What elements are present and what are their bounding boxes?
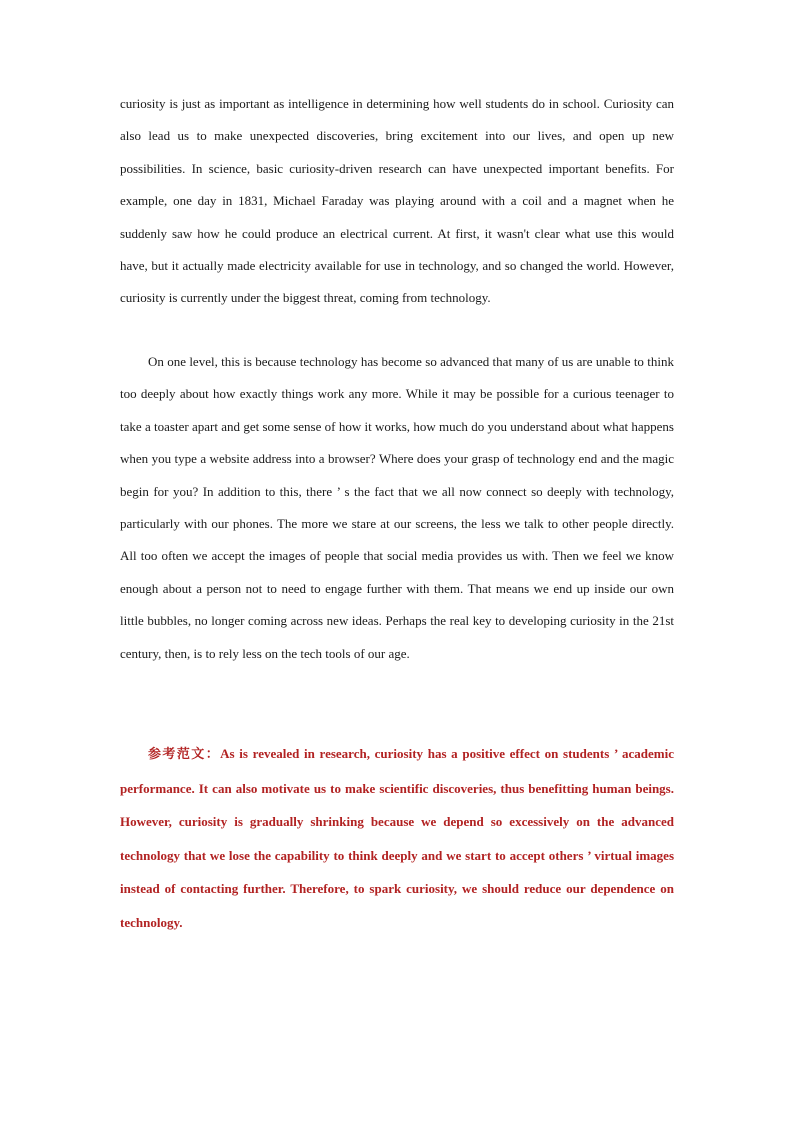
sample-answer: [120, 737, 674, 940]
passage-paragraph-1: curiosity is just as important as intelligence in determining how well students do in school. Curiosity can also lead us to make unexpected discoveries, bring excitement into our lives, and open up new possibilities. In science, basic curiosity-driven research can have unexpected important benefits. For example, one day in 1831, Michael Faraday was playing around with a coil and a magnet when he suddenly saw how he could produce an electrical current. At first, it wasn't clear what use this would have, but it actually made electricity available for use in technology, and so changed the world. However, curiosity is currently under the biggest threat, coming from technology.: [120, 96, 674, 306]
passage-paragraph-2: On one level, this is because technology has become so advanced that many of us are unable to think too deeply about how exactly things work any more. While it may be possible for a curious teenager to take a toaster apart and get some sense of how it works, how much do you understand about what happens when you type a website address into a browser? Where does your grasp of technology end and the magic begin for you? In addition to this, there ’ s the fact that we all now connect so deeply with technology, particularly with our phones. The more we stare at our screens, the less we talk to other people directly. All too often we accept the images of people that social media provides us with. Then we feel we know enough about a person not to need to engage further with them. That means we end up inside our own little bubbles, no longer coming across new ideas. Perhaps the real key to developing curiosity in the 21st century, then, is to rely less on the tech tools of our age.: [120, 354, 674, 661]
sample-answer-text: As is revealed in research, curiosity has a positive effect on students ’ academic performance. It can also motivate us to make scientific discoveries, thus benefitting human beings. However, curiosity is gradually shrinking because we depend so excessively on the advanced technology that we lose the capability to think deeply and we start to accept others ’ virtual images instead of contacting further. Therefore, to spark curiosity, we should reduce our dependence on technology.: [120, 746, 674, 930]
sample-answer-label: 参考范文：: [148, 747, 221, 762]
